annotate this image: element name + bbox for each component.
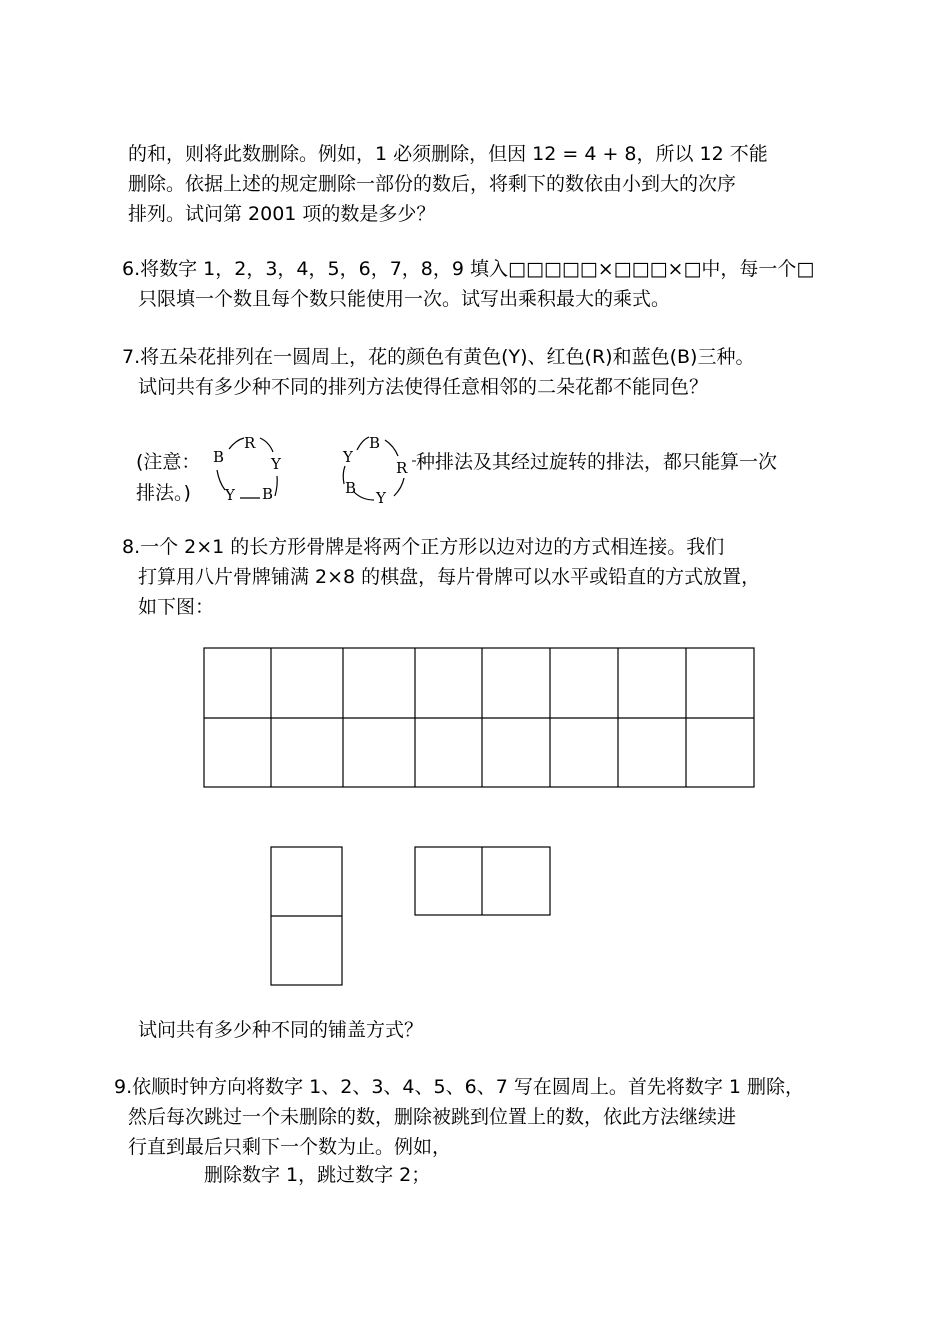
circle2-arcs: [343, 434, 404, 500]
circle2-left-label: Y: [343, 448, 353, 466]
problem5-line-1: 的和，则将此数删除。例如，1 必须删除，但因 12 = 4 + 8，所以 12 不能: [128, 143, 768, 165]
circle1-right-label: Y: [271, 455, 281, 473]
problem8-line-2: 打算用八片骨牌铺满 2×8 的棋盘，每片骨牌可以水平或铅直的方式放置，: [138, 566, 761, 588]
problem9-line-2: 然后每次跳过一个未删除的数，删除被跳到位置上的数，依此方法继续进: [128, 1106, 737, 1128]
horizontal-domino: [415, 847, 550, 915]
problem8-line-3: 如下图：: [138, 596, 215, 618]
problem8-line-1: 8.一个 2×1 的长方形骨牌是将两个正方形以边对边的方式相连接。我们: [122, 536, 725, 558]
circle1-bottom-left-label: Y: [225, 486, 235, 504]
circle2-right-label: R: [396, 459, 408, 477]
board-2x8: [204, 648, 754, 787]
problem7-line-2: 试问共有多少种不同的排列方法使得任意相邻的二朵花都不能同色？: [138, 376, 709, 398]
problem6-line-2: 只限填一个数且每个数只能使用一次。试写出乘积最大的乘式。: [138, 288, 671, 310]
problem7-line-1: 7.将五朵花排列在一圆周上，花的颜色有黄色(Y)、红色(R)和蓝色(B)三种。: [122, 346, 755, 368]
problem7-note-prefix: (注意：: [136, 451, 201, 473]
circle2-top-label: B: [369, 434, 381, 452]
problem6-line-1: 6.将数字 1，2，3，4，5，6，7，8，9 填入□□□□□×□□□×□中，每一个□: [122, 258, 815, 280]
problem7-note-suffix: 种排法及其经过旋转的排法，都只能算一次: [416, 451, 778, 473]
circle2-bottom-left-label: B: [345, 479, 357, 497]
problem8-question: 试问共有多少种不同的铺盖方式？: [138, 1019, 424, 1041]
problem9-line-3: 行直到最后只剩下一个数为止。例如，: [128, 1136, 452, 1158]
problem7-note-line2: 排法。): [136, 482, 191, 504]
circle2-bottom-right-label: Y: [376, 489, 386, 507]
vertical-domino: [271, 847, 342, 985]
circle1-top-label: R: [244, 434, 256, 452]
problem5-line-3: 排列。试问第 2001 项的数是多少？: [128, 203, 436, 225]
problem9-step-1: 删除数字 1，跳过数字 2；: [204, 1164, 431, 1186]
circle1-left-label: B: [213, 448, 225, 466]
problem9-line-1: 9.依顺时钟方向将数字 1、2、3、4、5、6、7 写在圆周上。首先将数字 1 删除，: [114, 1076, 804, 1098]
circle1-arcs: [217, 438, 277, 498]
circle1-bottom-right-label: B: [262, 485, 274, 503]
problem5-line-2: 删除。依据上述的规定删除一部份的数后，将剩下的数依由小到大的次序: [128, 173, 737, 195]
